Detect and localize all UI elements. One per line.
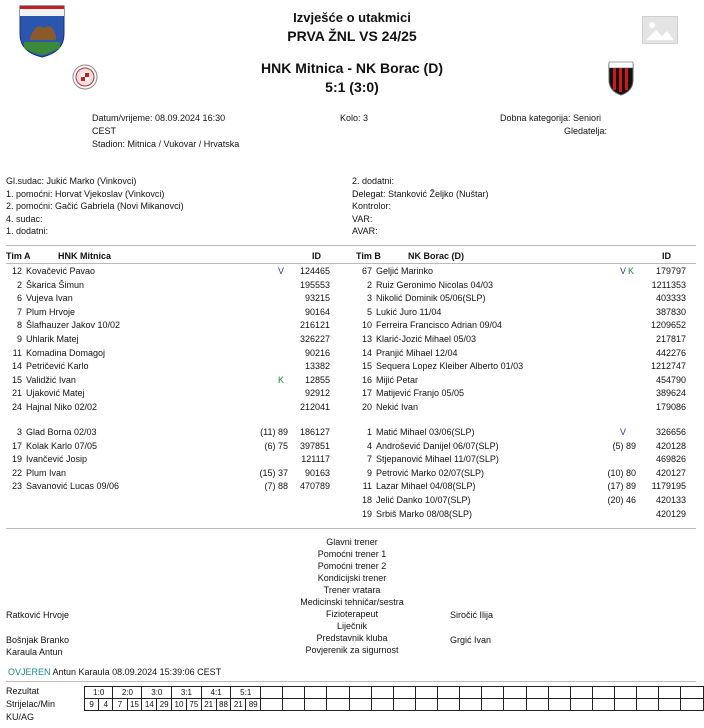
scorer-cell: 14 <box>142 699 157 711</box>
empty-cell <box>526 699 548 711</box>
result-cell: 4:1 <box>201 687 231 699</box>
empty-cell <box>482 699 504 711</box>
player-name: Kolak Karlo 07/05 <box>26 440 98 451</box>
staff-role: Predstavnik kluba <box>316 633 388 643</box>
empty-cell <box>415 699 437 711</box>
player-number: 11 <box>12 347 22 358</box>
player-id: 92912 <box>304 388 330 399</box>
scorer-cell: 4 <box>99 699 113 711</box>
player-id: 186127 <box>299 427 330 437</box>
player-name: Savanović Lucas 09/06 <box>26 481 120 492</box>
sub-row <box>356 467 696 480</box>
player-id: 121117 <box>301 454 330 465</box>
sub-row <box>6 426 346 439</box>
player-id: 420129 <box>655 508 686 519</box>
empty-cell <box>570 699 592 711</box>
player-row <box>356 347 696 360</box>
empty-cell <box>438 699 460 711</box>
substitution: (7) 88 <box>264 481 288 492</box>
empty-cell <box>592 699 614 711</box>
player-id: 454790 <box>655 374 686 385</box>
player-row <box>356 319 696 332</box>
match-stadium: Stadion: Mitnica / Vukovar / Hrvatska <box>92 139 240 149</box>
empty-cell <box>659 699 681 711</box>
staff-role: Glavni trener <box>326 537 378 547</box>
empty-cell <box>615 699 637 711</box>
verified-text: Antun Karaula 08.09.2024 15:39:06 CEST <box>52 667 222 677</box>
player-name: Plum Ivan <box>26 467 67 478</box>
player-name: Mijić Petar <box>376 374 419 385</box>
official-right: AVAR: <box>352 226 378 236</box>
player-number: 15 <box>11 374 22 385</box>
sub-row <box>6 480 346 493</box>
player-number: 16 <box>361 374 372 385</box>
scorer-cell: 29 <box>157 699 172 711</box>
player-number: 17 <box>11 440 22 451</box>
scorer-cell: 21 <box>201 699 216 711</box>
player-name: Petrović Marko 02/07(SLP) <box>376 467 485 478</box>
player-name: Geljić Marinko <box>376 266 434 276</box>
player-number: 22 <box>11 467 22 478</box>
staff-role: Pomoćni trener 1 <box>317 549 387 559</box>
empty-cell <box>305 699 327 711</box>
staff-role: Pomoćni trener 2 <box>317 561 387 571</box>
player-row <box>6 360 346 373</box>
team-a-id-header: ID <box>312 251 321 261</box>
player-number: 7 <box>366 454 372 465</box>
player-number: 1 <box>366 427 372 437</box>
player-name: Ujaković Matej <box>26 388 85 399</box>
player-number: 3 <box>16 427 22 437</box>
player-id: 12855 <box>304 374 330 385</box>
official-left: Gl.sudac: Jukić Marko (Vinkovci) <box>6 176 137 186</box>
empty-cell <box>460 699 482 711</box>
team-a-label: Tim A <box>6 251 31 261</box>
result-cell: 2:0 <box>113 687 142 699</box>
player-number: 24 <box>11 402 22 412</box>
empty-cell <box>371 699 393 711</box>
team-b-id-header: ID <box>662 251 671 261</box>
player-row <box>6 401 346 414</box>
player-name: Validžić Ivan <box>26 374 76 385</box>
sub-row <box>356 494 696 507</box>
scoreboard-label-result: Rezultat <box>6 686 40 696</box>
scorer-cell: 7 <box>113 699 127 711</box>
sub-row <box>356 480 696 493</box>
substitution: (11) 89 <box>260 427 288 437</box>
player-name: Lukić Juro 11/04 <box>376 306 442 317</box>
scoreboard-table <box>84 686 704 711</box>
player-row <box>6 265 346 278</box>
player-name: Ferreira Francisco Adrian 09/04 <box>376 320 503 331</box>
player-name: Hajnal Niko 02/02 <box>26 402 98 412</box>
scorer-cell: 75 <box>186 699 201 711</box>
age-category: Dobna kategorija: Seniori <box>500 113 602 123</box>
result-cell: 3:1 <box>172 687 202 699</box>
player-number: 2 <box>16 279 22 290</box>
player-id: 90164 <box>304 306 330 317</box>
staff-a-name: Ratković Hrvoje <box>6 610 70 621</box>
empty-cell <box>261 699 283 711</box>
staff-role: Liječnik <box>336 621 367 631</box>
player-id: 397851 <box>299 440 330 451</box>
player-name: Vujeva Ivan <box>26 293 73 304</box>
player-id: 179797 <box>655 266 686 276</box>
player-id: 403333 <box>655 293 686 304</box>
player-role-mark: V <box>278 266 285 276</box>
player-name: Plum Hrvoje <box>26 306 76 317</box>
sub-row <box>6 440 346 453</box>
official-right: 2. dodatni: <box>352 176 395 186</box>
player-id: 195553 <box>299 279 330 290</box>
player-name: Šlafhauzer Jakov 10/02 <box>26 320 121 331</box>
result-cell: 5:1 <box>231 687 261 699</box>
player-number: 20 <box>361 402 372 412</box>
substitution: (15) 37 <box>259 467 288 478</box>
team-b-label: Tim B <box>356 251 381 261</box>
official-left: 1. pomoćni: Horvat Vjekoslav (Vinkovci) <box>6 188 165 199</box>
substitution: (6) 75 <box>264 440 288 451</box>
spectators: Gledatelja: <box>564 126 608 136</box>
player-name: Kovačević Pavao <box>26 266 96 276</box>
player-id: 90216 <box>304 347 330 358</box>
player-name: Nikolić Dominik 05/06(SLP) <box>376 293 486 304</box>
verified-status: OVJEREN <box>8 667 51 677</box>
player-number: 9 <box>16 334 22 344</box>
player-row <box>356 333 696 346</box>
player-name: Sequera Lopez Kleiber Alberto 01/03 <box>376 361 524 372</box>
player-id: 470789 <box>299 481 330 492</box>
sub-row <box>356 508 696 521</box>
player-name: Ivančević Josip <box>26 454 88 465</box>
player-name: Petričević Karlo <box>26 361 89 372</box>
player-id: 1211353 <box>651 279 686 290</box>
scorer-cell: 10 <box>172 699 187 711</box>
scoreboard-label-kuag: KU/AG <box>6 712 35 722</box>
player-row <box>6 306 346 319</box>
result-cell: 3:0 <box>142 687 172 699</box>
player-role-mark: V <box>620 427 627 437</box>
official-right: Kontrolor: <box>352 201 392 211</box>
player-row <box>6 333 346 346</box>
substitution: (10) 80 <box>607 467 636 478</box>
player-id: 90163 <box>304 467 330 478</box>
scorer-cell: 15 <box>127 699 142 711</box>
player-id: 389624 <box>655 388 686 399</box>
player-id: 326656 <box>655 427 686 437</box>
staff-role: Kondicijski trener <box>317 573 387 583</box>
player-name: Androšević Danijel 06/07(SLP) <box>376 440 499 451</box>
empty-cell <box>504 699 526 711</box>
player-number: 15 <box>361 361 372 372</box>
empty-cell <box>283 699 305 711</box>
player-row <box>6 292 346 305</box>
player-id: 93215 <box>304 293 330 304</box>
player-name: Glad Borna 02/03 <box>26 427 97 437</box>
player-row <box>6 279 346 292</box>
player-number: 23 <box>11 481 22 492</box>
scoreboard-scorers-row <box>85 699 704 711</box>
player-name: Stjepanović Mihael 11/07(SLP) <box>376 454 499 465</box>
player-number: 17 <box>361 388 372 399</box>
match-score: 5:1 (3:0) <box>325 79 379 95</box>
player-id: 1212747 <box>650 361 686 372</box>
player-number: 11 <box>362 481 372 492</box>
player-role-mark: V <box>620 266 627 276</box>
player-row <box>6 374 346 387</box>
player-name: Matić Mihael 03/06(SLP) <box>376 427 475 437</box>
player-id: 326227 <box>299 334 330 344</box>
empty-cell <box>548 699 570 711</box>
player-id: 420133 <box>655 495 686 505</box>
player-row <box>356 292 696 305</box>
sub-row <box>356 426 696 439</box>
player-number: 67 <box>361 266 372 276</box>
sub-row <box>356 440 696 453</box>
scorer-cell: 9 <box>85 699 99 711</box>
player-number: 18 <box>361 495 372 505</box>
player-number: 19 <box>11 454 22 465</box>
player-id: 217817 <box>655 334 686 344</box>
staff-role: Trener vratara <box>323 585 381 595</box>
substitution: (17) 89 <box>607 481 636 492</box>
scoreboard-label-scorer: Strijelac/Min <box>6 699 56 709</box>
player-name: Nekić Ivan <box>376 402 419 412</box>
player-name: Škarica Šimun <box>26 279 85 290</box>
player-row <box>356 279 696 292</box>
player-number: 21 <box>11 388 22 399</box>
player-row <box>356 265 696 278</box>
player-number: 3 <box>366 293 372 304</box>
player-id: 420127 <box>655 467 686 478</box>
player-number: 6 <box>16 293 22 304</box>
player-number: 7 <box>16 306 22 317</box>
player-row <box>356 401 696 414</box>
player-name: Lazar Mihael 04/08(SLP) <box>376 481 476 492</box>
verified-line <box>8 667 221 677</box>
player-number: 5 <box>366 306 372 317</box>
player-id: 469826 <box>655 454 686 465</box>
player-id: 1209652 <box>650 320 686 331</box>
staff-a-name: Karaula Antun <box>6 646 63 657</box>
official-left: 1. dodatni: <box>6 226 49 236</box>
player-id: 1179195 <box>651 481 686 492</box>
player-name: Jelić Danko 10/07(SLP) <box>376 495 471 505</box>
player-id: 387830 <box>655 306 686 317</box>
scorer-cell: 21 <box>231 699 246 711</box>
staff-b-name: Siročić Ilija <box>450 610 494 621</box>
player-number: 19 <box>361 508 372 519</box>
player-id: 212041 <box>299 402 330 412</box>
substitution: (5) 89 <box>612 440 636 451</box>
player-name: Ruiz Geronimo Nicolas 04/03 <box>376 279 494 290</box>
player-role-mark: K <box>628 266 635 276</box>
staff-a-name: Bošnjak Branko <box>6 634 70 645</box>
player-number: 2 <box>366 279 372 290</box>
report-title: Izvješće o utakmici <box>293 10 411 25</box>
staff-role: Fizioterapeut <box>325 609 379 619</box>
player-number: 14 <box>11 361 22 372</box>
player-name: Pranjić Mihael 12/04 <box>376 347 458 358</box>
player-id: 216121 <box>299 320 330 331</box>
sub-row <box>356 453 696 466</box>
player-name: Matijević Franjo 05/05 <box>376 388 465 399</box>
player-number: 10 <box>361 320 372 331</box>
player-name: Klarić-Jozić Mihael 05/03 <box>376 334 477 344</box>
player-number: 9 <box>366 467 372 478</box>
team-b-name: NK Borac (D) <box>408 251 465 261</box>
staff-role: Povjerenik za sigurnost <box>305 645 399 655</box>
league-name: PRVA ŽNL VS 24/25 <box>287 28 417 44</box>
player-id: 420128 <box>655 440 686 451</box>
match-datetime: Datum/vrijeme: 08.09.2024 16:30 <box>92 113 226 123</box>
empty-cell <box>327 699 349 711</box>
player-name: Komadina Domagoj <box>26 347 106 358</box>
team-a-name: HNK Mitnica <box>58 251 112 261</box>
player-id: 179086 <box>655 402 686 412</box>
result-cell: 1:0 <box>85 687 113 699</box>
player-id: 13382 <box>304 361 330 372</box>
player-number: 8 <box>16 320 22 331</box>
player-id: 124465 <box>299 266 330 276</box>
sub-row <box>6 453 346 466</box>
staff-b-name: Grgić Ivan <box>450 634 492 645</box>
player-id: 442276 <box>655 347 686 358</box>
player-row <box>356 387 696 400</box>
player-number: 4 <box>366 440 372 451</box>
scorer-cell: 88 <box>216 699 231 711</box>
match-round: Kolo: 3 <box>340 113 369 123</box>
match-title: HNK Mitnica - NK Borac (D) <box>260 60 443 76</box>
player-number: 14 <box>361 347 372 358</box>
player-number: 12 <box>11 266 22 276</box>
empty-cell <box>681 699 704 711</box>
player-row <box>6 319 346 332</box>
official-right: Delegat: Stanković Željko (Nuštar) <box>352 188 489 199</box>
player-name: Srbiš Marko 08/08(SLP) <box>376 508 473 519</box>
player-row <box>6 387 346 400</box>
player-row <box>356 306 696 319</box>
staff-role: Medicinski tehničar/sestra <box>300 597 404 607</box>
player-name: Uhlarik Matej <box>26 334 79 344</box>
scorer-cell: 89 <box>246 699 261 711</box>
player-row <box>6 347 346 360</box>
empty-cell <box>637 699 659 711</box>
player-role-mark: K <box>278 374 285 385</box>
match-timezone: CEST <box>92 126 117 136</box>
empty-cell <box>349 699 371 711</box>
official-left: 2. pomoćni: Gačić Gabriela (Novi Mikanovci) <box>6 201 184 211</box>
sub-row <box>6 467 346 480</box>
scoreboard-results-row <box>85 687 704 699</box>
player-number: 13 <box>361 334 372 344</box>
player-row <box>356 360 696 373</box>
player-row <box>356 374 696 387</box>
official-left: 4. sudac: <box>6 213 43 224</box>
substitution: (20) 46 <box>607 495 636 505</box>
official-right: VAR: <box>352 213 373 224</box>
empty-cell <box>393 699 415 711</box>
